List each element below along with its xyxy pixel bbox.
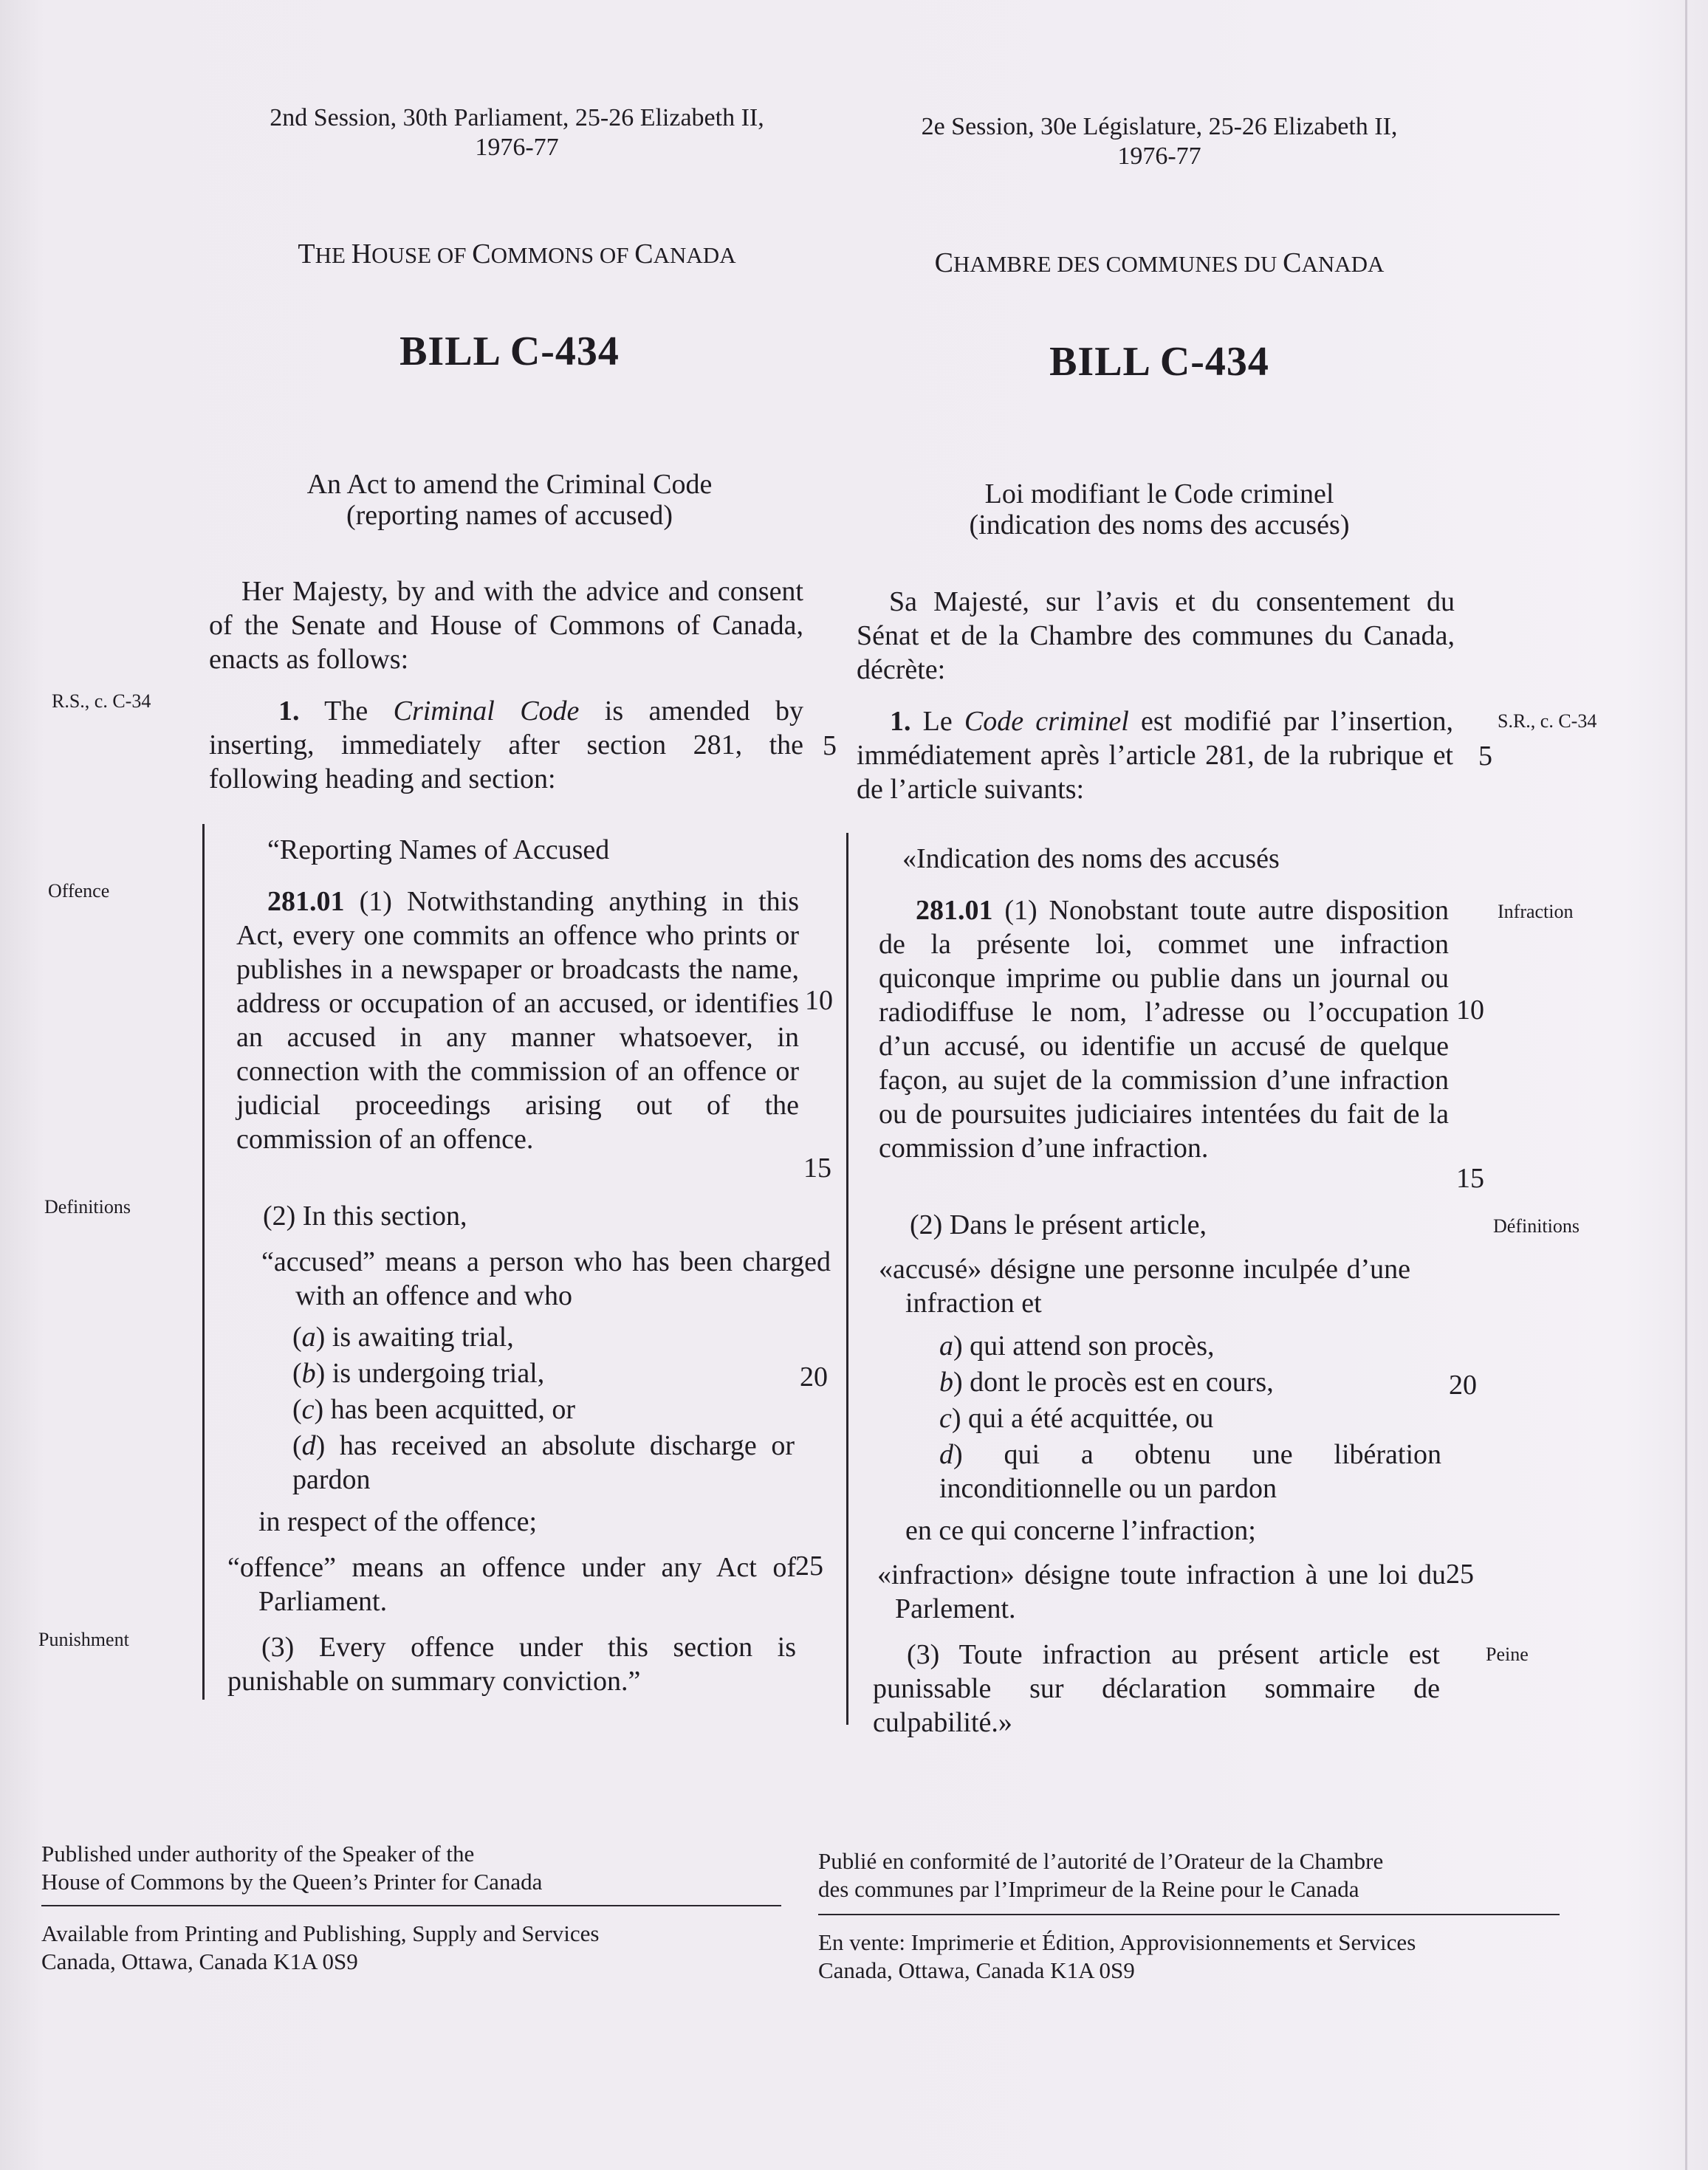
en-bill-number: BILL C-434 <box>399 329 620 374</box>
fr-footer-published-line1: Publié en conformité de l’autorité de l’Orateur de la Chambre <box>818 1848 1384 1874</box>
en-punishment-clause: (3) Every offence under this section is punishable on summary conviction.” <box>227 1632 796 1697</box>
fr-in-respect: en ce qui concerne l’infraction; <box>905 1515 1256 1546</box>
en-line-number-5: 5 <box>823 730 837 761</box>
en-line-number-20: 20 <box>800 1362 828 1393</box>
en-footer-published-line2: House of Commons by the Queen’s Printer for Canada <box>41 1869 543 1895</box>
fr-code-criminel: Code criminel <box>964 706 1129 737</box>
fr-peine-clause: (3) Toute infraction au présent article est punissable sur déclaration sommaire de culpabilité.» <box>873 1639 1440 1738</box>
en-margin-offence: Offence <box>48 880 110 902</box>
en-list-item-a: (a) is awaiting trial, <box>292 1322 514 1353</box>
fr-infraction-definition: «infraction» désigne toute infraction à une loi du Parlement. <box>877 1559 1446 1624</box>
en-list-item-c: (c) has been acquitted, or <box>292 1394 575 1425</box>
fr-enacting-clause: Sa Majesté, sur l’avis et du consentement du Sénat et de la Chambre des communes du Canada, décrète: <box>857 586 1455 685</box>
en-footer-divider <box>41 1905 781 1906</box>
fr-footer-available <box>818 1929 1416 1985</box>
en-session <box>214 103 820 162</box>
fr-list-item-c: c) qui a été acquittée, ou <box>939 1403 1214 1434</box>
fr-bill-number: BILL C-434 <box>1049 339 1269 385</box>
fr-line-number-10: 10 <box>1456 995 1484 1026</box>
fr-def-intro: (2) Dans le présent article, <box>910 1209 1207 1240</box>
fr-section-1: 1. Le Code criminel est modifié par l’insertion, immédiatement après l’article 281, de la rubrique et de l’article suivants: <box>857 706 1453 805</box>
en-house-title: THE HOUSE OF COMMONS OF CANADA <box>298 238 736 269</box>
en-line-number-10: 10 <box>805 985 833 1016</box>
fr-footer-available-line2: Canada, Ottawa, Canada K1A 0S9 <box>818 1957 1135 1983</box>
fr-margin-peine: Peine <box>1486 1644 1529 1665</box>
fr-footer-published-line2: des communes par l’Imprimeur de la Reine pour le Canada <box>818 1876 1359 1902</box>
fr-new-heading: «Indication des noms des accusés <box>902 843 1280 874</box>
en-margin-punishment: Punishment <box>38 1629 129 1650</box>
fr-list-item-d: d) qui a obtenu une libération inconditionnelle ou un pardon <box>939 1439 1441 1504</box>
en-criminal-code: Criminal Code <box>393 696 580 727</box>
fr-title-line1: Loi modifiant le Code criminel <box>984 478 1334 509</box>
fr-list-item-a: a) qui attend son procès, <box>939 1331 1215 1362</box>
fr-title-line2: (indication des noms des accusés) <box>969 509 1350 540</box>
en-session-line1: 2nd Session, 30th Parliament, 25-26 Elizabeth II, <box>270 104 764 131</box>
en-s281-number: 281.01 <box>267 886 345 917</box>
en-section-281-01-1: 281.01 (1) Notwithstanding anything in this Act, every one commits an offence who prints or publishes in a newspaper or broadcasts the name, address or occupation of an accused, or identifies an accused in any manner whatsoever, in connection with the commission of an offence or judicial proceedings arising out of the commission of an offence. <box>236 886 799 1155</box>
fr-section-281-01-1: 281.01 (1) Nonobstant toute autre disposition de la présente loi, commet une infraction quiconque imprime ou publie dans un journal ou radiodiffuse le nom, l’adresse ou l’occupation d’un accusé, ou identifie un accusé de quelque façon, au sujet de la commission d’une infraction ou de poursuites judiciaires intentées du fait de la commission d’une infraction. <box>879 895 1449 1164</box>
en-margin-definitions: Definitions <box>44 1196 131 1218</box>
en-section-1: 1. The Criminal Code is amended by inserting, immediately after section 281, the following heading and section: <box>209 696 803 794</box>
en-title-line1: An Act to amend the Criminal Code <box>306 469 713 500</box>
fr-session-line1: 2e Session, 30e Législature, 25-26 Elizabeth II, <box>921 113 1398 140</box>
fr-footer-divider <box>818 1914 1560 1915</box>
fr-margin-definitions: Définitions <box>1493 1215 1580 1237</box>
en-line-number-15: 15 <box>803 1153 831 1184</box>
en-footer-published-line1: Published under authority of the Speaker of the <box>41 1841 475 1867</box>
fr-amendment-bar <box>846 833 848 1725</box>
en-title-line2: (reporting names of accused) <box>346 500 673 531</box>
fr-session-line2: 1976-77 <box>1117 143 1201 170</box>
fr-list-item-b: b) dont le procès est en cours, <box>939 1367 1274 1398</box>
fr-footer-available-line1: En vente: Imprimerie et Édition, Approvisionnements et Services <box>818 1929 1416 1955</box>
en-footer-published <box>41 1840 542 1896</box>
en-footer-available-line2: Canada, Ottawa, Canada K1A 0S9 <box>41 1948 358 1974</box>
fr-margin-sr: S.R., c. C-34 <box>1498 710 1597 732</box>
en-list-item-d: (d) has received an absolute discharge or pardon <box>292 1430 795 1495</box>
fr-bill-title <box>857 478 1462 540</box>
en-session-line2: 1976-77 <box>475 134 559 161</box>
en-amendment-bar <box>202 824 205 1700</box>
fr-accused-definition: «accusé» désigne une personne inculpée d’une infraction et <box>879 1254 1410 1319</box>
en-offence-definition: “offence” means an offence under any Act of Parliament. <box>227 1552 796 1617</box>
page-edge <box>1685 0 1687 2170</box>
en-def-intro: (2) In this section, <box>263 1201 467 1232</box>
en-line-number-25: 25 <box>795 1551 823 1582</box>
fr-s281-number: 281.01 <box>916 895 993 926</box>
en-list-item-b: (b) is undergoing trial, <box>292 1358 545 1389</box>
fr-line-number-20: 20 <box>1449 1370 1477 1401</box>
en-accused-definition: “accused” means a person who has been charged with an offence and who <box>261 1246 831 1311</box>
fr-footer-published <box>818 1847 1383 1903</box>
en-bill-title <box>214 469 805 531</box>
fr-house-title: CHAMBRE DES COMMUNES DU CANADA <box>934 247 1385 278</box>
fr-session <box>857 112 1462 171</box>
en-in-respect: in respect of the offence; <box>258 1506 538 1537</box>
fr-s1-number: 1. <box>890 706 911 737</box>
en-footer-available-line1: Available from Printing and Publishing, Supply and Services <box>41 1920 600 1946</box>
en-s1-number: 1. <box>278 696 300 727</box>
en-new-heading: “Reporting Names of Accused <box>267 834 610 865</box>
fr-line-number-15: 15 <box>1456 1163 1484 1194</box>
fr-line-number-5: 5 <box>1478 741 1492 772</box>
en-margin-rs: R.S., c. C-34 <box>52 690 151 712</box>
en-footer-available <box>41 1920 599 1976</box>
fr-line-number-25: 25 <box>1446 1559 1474 1590</box>
fr-margin-infraction: Infraction <box>1498 901 1574 922</box>
en-enacting-clause: Her Majesty, by and with the advice and consent of the Senate and House of Commons of Canada, enacts as follows: <box>209 576 803 675</box>
